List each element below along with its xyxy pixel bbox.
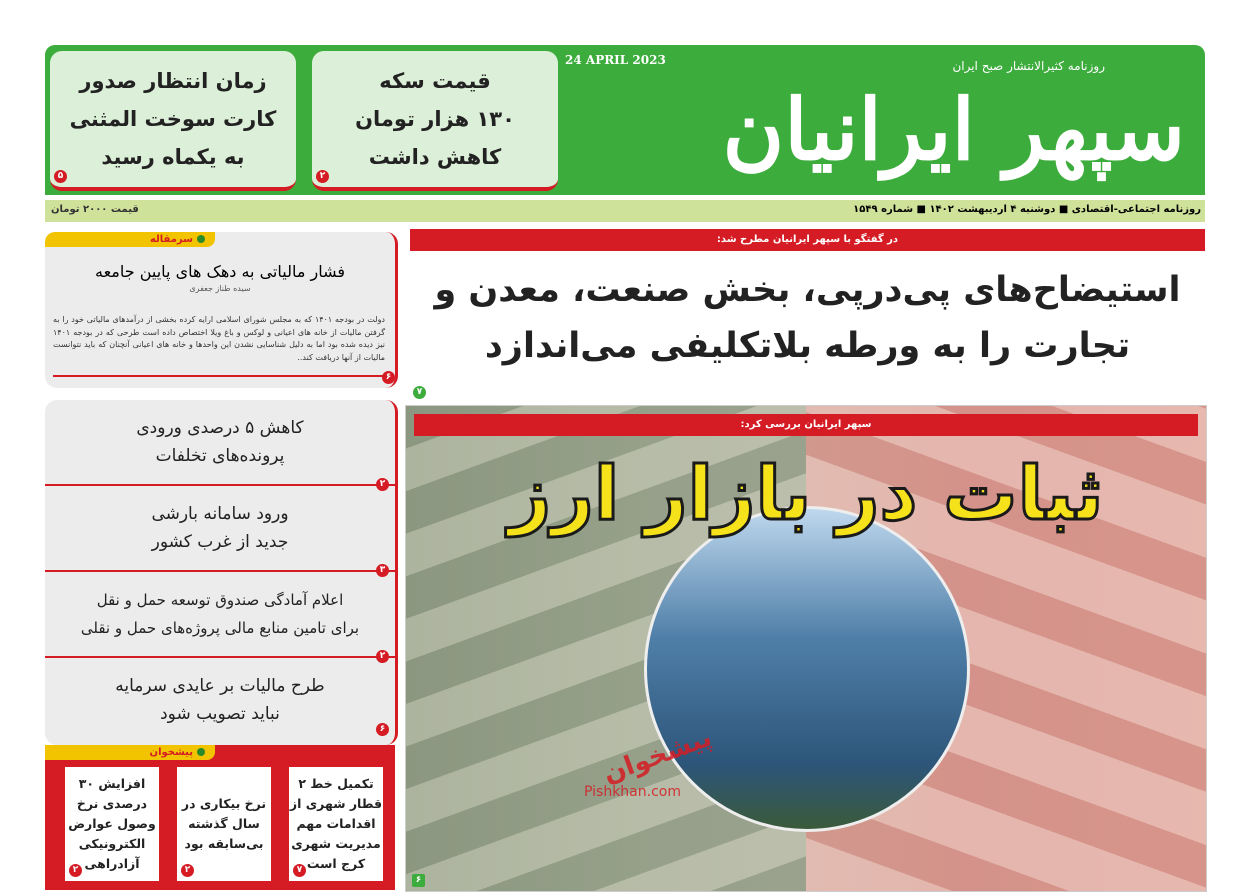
editorial-author: سیده طناز جعفری: [189, 284, 251, 293]
teaser-line: ۱۳۰ هزار تومان: [355, 107, 515, 131]
teaser-line: قیمت سکه: [379, 69, 491, 93]
tag-label: پیشخوان: [149, 747, 193, 758]
editorial-tag: [45, 232, 215, 247]
page-number: ۷: [293, 864, 306, 877]
tagline: روزنامه کثیرالانتشار صبح ایران: [952, 59, 1105, 73]
date-en: 24 APRIL 2023: [565, 53, 666, 67]
watermark-url: Pishkhan.com: [584, 784, 681, 800]
pishkhan-text: نرخ بیکاری در سال گذشته بی‌سابقه بود: [181, 796, 267, 851]
teaser-coin-price[interactable]: [312, 51, 558, 191]
news-line: اعلام آمادگی صندوق توسعه حمل و نقل: [96, 591, 344, 609]
page-number: ۷: [413, 386, 426, 399]
teaser-line: کاهش داشت: [368, 145, 502, 169]
news-line: نباید تصویب شود: [160, 704, 280, 724]
editorial-body: دولت در بودجه ۱۴۰۱ که به مجلس شورای اسلامی ارایه کرده بخشی از درآمدهای مالیاتی خود را به گرفتن مالیات از خانه های اعیانی و لوکس و باغ ویلا اختصاص داده است طرحی که در بودجه ۱۴۰۱ نیز دیده شده بود اما به دلیل شناسایی نشدن این واحدها و خانه های اعیانی آنچنان که باید نتوانست مالیات از آنها دریافت کند..: [53, 315, 385, 362]
news-item[interactable]: [45, 400, 395, 489]
watermark-logo: پیشخوان: [599, 722, 716, 790]
editorial-title: فشار مالیاتی به دهک های پایین جامعه: [94, 262, 346, 281]
pishkhan-box: [45, 745, 395, 890]
photo-story[interactable]: [405, 405, 1207, 892]
page-number: ۶: [376, 723, 389, 736]
pishkhan-item[interactable]: [289, 767, 383, 881]
page-number: ۲: [316, 170, 329, 183]
lead-kicker: در گفتگو با سپهر ایرانیان مطرح شد:: [410, 229, 1205, 251]
page-number: ۶: [412, 874, 425, 887]
news-line: جدید از غرب کشور: [151, 532, 289, 552]
teaser-fuel-card[interactable]: [50, 51, 296, 191]
dateline: روزنامه اجتماعی-اقتصادی ■ دوشنبه ۴ اردیبهشت ۱۴۰۲ ■ شماره ۱۵۴۹: [853, 204, 1201, 215]
divider: [53, 375, 391, 377]
photo-title: ثبات در بازار ارز: [508, 451, 1104, 537]
page-number: ۳: [376, 564, 389, 577]
pishkhan-item[interactable]: [177, 767, 271, 881]
price: قیمت ۲۰۰۰ تومان: [51, 204, 139, 215]
central-bank-building-image: [644, 506, 970, 832]
teaser-line: زمان انتظار صدور: [79, 69, 267, 93]
lead-headline[interactable]: [410, 262, 1205, 374]
masthead: [45, 45, 1205, 195]
teaser-line: به یکماه رسید: [101, 145, 245, 169]
page-number: ۵: [54, 170, 67, 183]
news-list: [45, 400, 398, 745]
news-item[interactable]: [45, 572, 395, 661]
pishkhan-tag: [45, 745, 215, 760]
page-number: ۲: [376, 650, 389, 663]
news-item[interactable]: [45, 658, 395, 742]
photo-kicker: سپهر ایرانیان بررسی کرد:: [414, 414, 1198, 436]
pishkhan-text: تکمیل خط ۲ قطار شهری از اقدامات مهم مدیریت شهری کرج است: [289, 776, 383, 871]
logo: سپهر ایرانیان: [722, 80, 1185, 179]
tag-label: سرمقاله: [149, 234, 193, 245]
page-number: ۶: [382, 371, 395, 384]
news-line: پرونده‌های تخلفات: [155, 446, 285, 466]
news-line: طرح مالیات بر عایدی سرمایه: [115, 676, 325, 696]
news-item[interactable]: [45, 486, 395, 575]
dot-icon: [197, 748, 205, 756]
news-line: برای تامین منابع مالی پروژه‌های حمل و نقلی: [80, 619, 360, 637]
news-line: ورود سامانه بارشی: [151, 504, 289, 524]
page-number: ۲: [69, 864, 82, 877]
teaser-line: کارت سوخت المثنی: [69, 107, 277, 131]
headline-line: تجارت را به ورطه بلاتکلیفی می‌اندازد: [484, 326, 1131, 366]
pishkhan-item[interactable]: [65, 767, 159, 881]
page-number: ۲: [376, 478, 389, 491]
dateline-strip: [45, 200, 1205, 222]
news-line: کاهش ۵ درصدی ورودی: [136, 418, 304, 438]
headline-line: استیضاح‌های پی‌درپی، بخش صنعت، معدن و: [434, 270, 1181, 310]
page-number: ۲: [181, 864, 194, 877]
editorial-box[interactable]: [45, 232, 398, 388]
pishkhan-text: افزایش ۳۰ درصدی نرخ وصول عوارض الکترونیکی آزادراهی: [68, 776, 156, 871]
dot-icon: [197, 235, 205, 243]
